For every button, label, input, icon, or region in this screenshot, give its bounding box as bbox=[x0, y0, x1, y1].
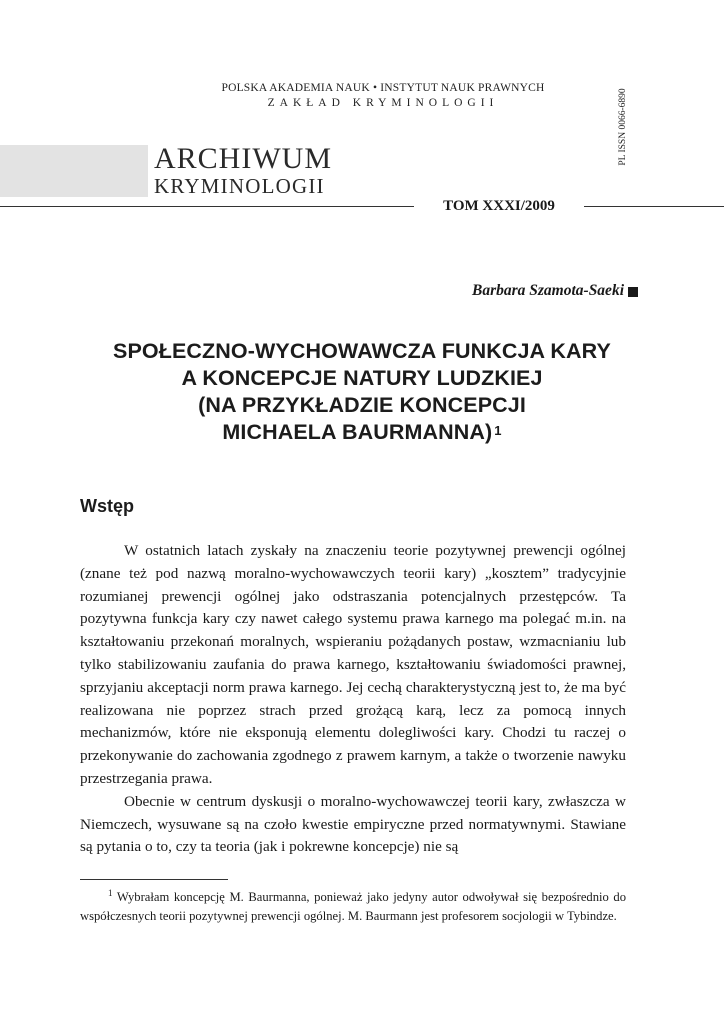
author-square-icon bbox=[628, 287, 638, 297]
title-line: A KONCEPCJE NATURY LUDZKIEJ bbox=[181, 366, 543, 390]
title-footnote-ref[interactable]: 1 bbox=[494, 423, 502, 438]
section-heading: Wstęp bbox=[80, 496, 134, 516]
title-line: (NA PRZYKŁADZIE KONCEPCJI bbox=[198, 393, 526, 417]
footnote-mark: 1 bbox=[108, 888, 113, 898]
issn-label: PL ISSN 0066-6890 bbox=[618, 88, 628, 166]
department-header: ZAKŁAD KRYMINOLOGII bbox=[267, 97, 499, 109]
body-paragraph: W ostatnich latach zyskały na znaczeniu teorie pozytywnej prewencji ogólnej (znane też pod nazwą moralno-wychowawczych teorii kary) „kosztem” tradycyjnie rozumianej prewencji ogólnej jako odstraszania potencjalnych przestępców. Ta pozytywna funkcja kary czy nawet całego systemu prawa karnego ma polegać m.in. na kształtowaniu przekonań moralnych, wspieraniu pożądanych postaw, wzmacnianiu lub tylko stabilizowaniu zaufania do prawa karnego, kształtowaniu świadomości prawnej, sprzyjaniu akceptacji norm prawa karnego. Jej cechą charakterystyczną jest to, że ma być realizowana nie poprzez strach przed grożącą karą, lecz za pomocą innych mechanizmów, które nie eksponują elementu dolegliwości kary. Chodzi tu raczej o przekonywanie do zachowania zgodnego z prawem karnym, a także o tworzenie nawyku przestrzegania prawa. bbox=[80, 542, 626, 787]
title-line: MICHAELA BAURMANNA) bbox=[222, 420, 493, 444]
footnote-rule bbox=[80, 879, 228, 880]
volume-label: TOM XXXI/2009 bbox=[443, 198, 555, 214]
footnote-paragraph bbox=[80, 884, 626, 925]
header-rule-left bbox=[0, 206, 414, 207]
author-name: Barbara Szamota-Saeki bbox=[471, 282, 624, 299]
journal-title-line1: ARCHIWUM bbox=[154, 142, 332, 175]
footnote-text: Wybrałam koncepcję M. Baurmanna, ponieważ jako jedyny autor odwoływał się bezpośrednio do współczesnych teorii pozytywnej prewencji ogólnej. M. Baurmann jest profesorem socjologii w Tybindze. bbox=[80, 890, 626, 923]
title-line: SPOŁECZNO-WYCHOWAWCZA FUNKCJA KARY bbox=[113, 339, 611, 363]
header-rule-right bbox=[584, 206, 724, 207]
body-paragraph: Obecnie w centrum dyskusji o moralno-wychowawczej teorii kary, zwłaszcza w Niemczech, wysuwane są na czoło kwestie empiryczne przed normatywnymi. Stawiane są pytania o to, czy ta teoria (jak i pokrewne koncepcje) nie są bbox=[80, 792, 626, 856]
journal-logo-block bbox=[0, 145, 148, 197]
article-title bbox=[70, 338, 654, 446]
footnote bbox=[80, 884, 626, 925]
journal-title-line2: KRYMINOLOGII bbox=[154, 174, 325, 198]
title-line-last bbox=[70, 419, 654, 446]
article-body bbox=[80, 540, 626, 859]
institution-header: POLSKA AKADEMIA NAUK • INSTYTUT NAUK PRAWNYCH bbox=[221, 82, 545, 94]
